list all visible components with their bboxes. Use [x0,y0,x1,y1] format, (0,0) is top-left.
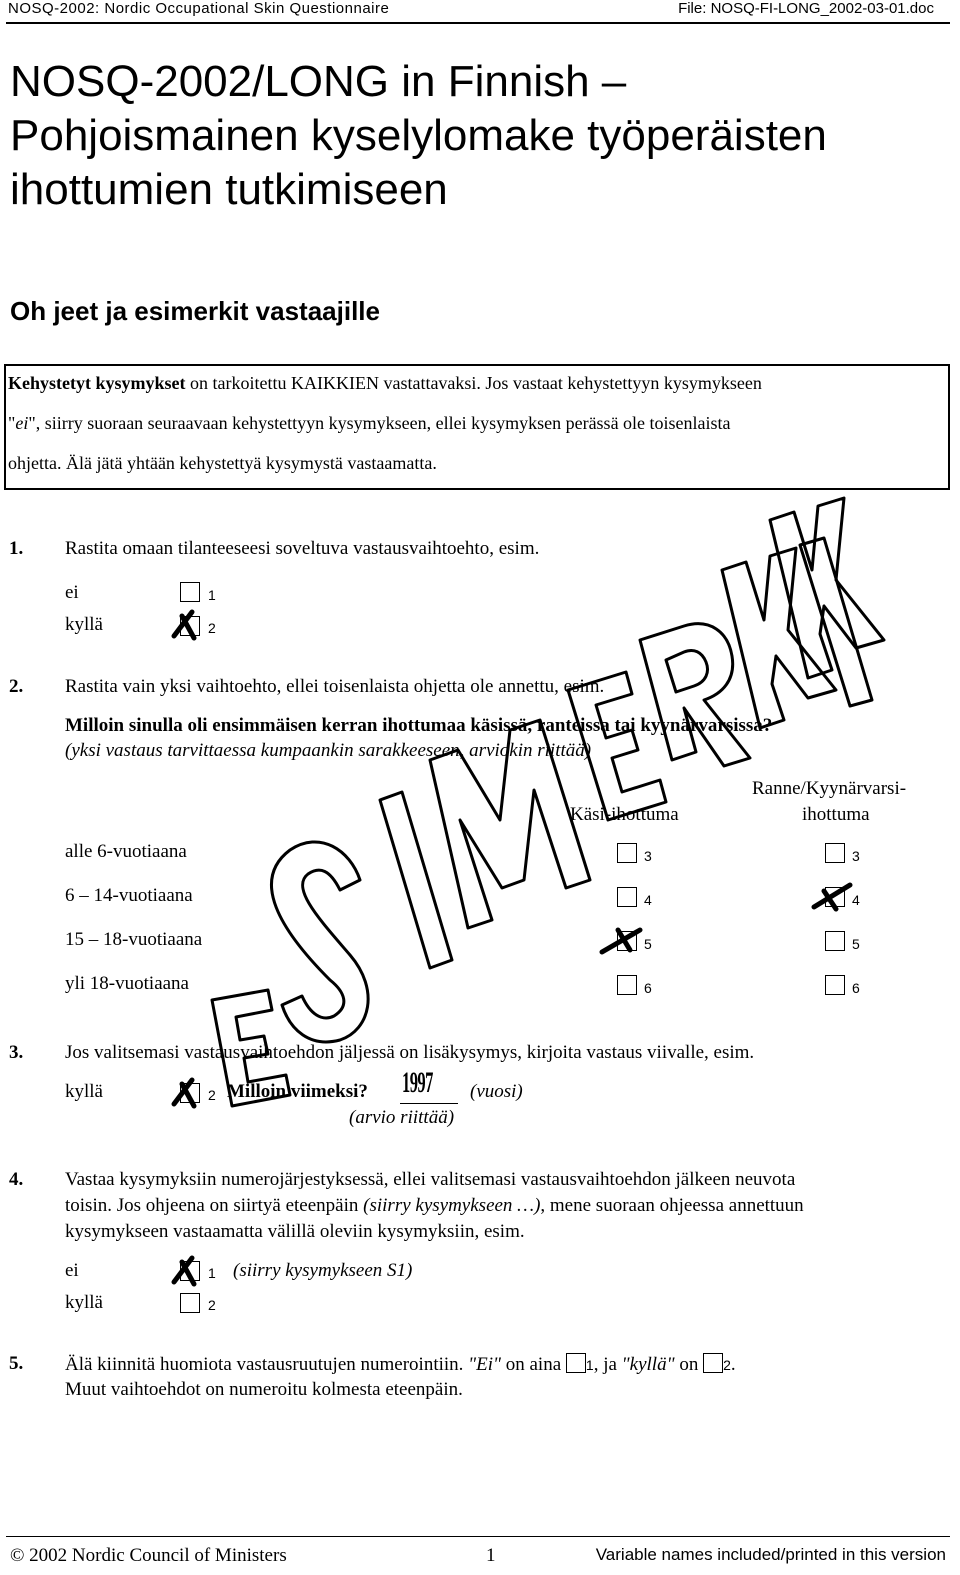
check-mark-icon [170,608,206,642]
item2-row1-col1-checkbox[interactable] [617,843,637,863]
item5-period: . [730,1354,736,1375]
item5-ja: , ja [593,1354,622,1375]
item5-number: 5. [9,1353,24,1374]
watermark-letter-i [800,538,872,706]
check-mark-icon [170,1254,206,1288]
watermark-letter-i [380,792,452,968]
item2-row3-col2-checkbox[interactable] [825,931,845,951]
item2-number: 2. [9,676,24,697]
item5-on: on [674,1354,704,1375]
item2-col2-header-2: ihottuma [802,804,870,825]
check-mark-icon [810,881,854,913]
footer-page-number: 1 [486,1545,496,1566]
item2-row4-col2-code: 6 [852,980,860,996]
item2-row2-col1-checkbox[interactable] [617,887,637,907]
item5-code-1: 1 [585,1357,594,1373]
item5-ei: "Ei" [468,1354,501,1375]
item2-row2-col2-code: 4 [852,892,860,908]
header-doc-title: NOSQ-2002: Nordic Occupational Skin Questionnaire [8,0,390,17]
item4-code-2: 2 [208,1297,216,1313]
item4-line-3: kysymykseen vastaamatta välillä oleviin kysymyksiin, esim. [65,1221,525,1242]
item3-handwritten-answer: 1997 [402,1066,433,1099]
item4-line-2-italic: (siirry kysymykseen …) [363,1195,541,1216]
header-rule [6,22,950,24]
item5-text-a: Älä kiinnitä huomiota vastausruutujen numerointiin. [65,1354,469,1375]
title-line-1: NOSQ-2002/LONG in Finnish – [10,57,627,106]
item5-line-1 [65,1353,736,1376]
notice-line-1 [8,373,762,394]
item2-row4-col1-code: 6 [644,980,652,996]
item1-code-1: 1 [208,587,216,603]
item2-row1-col2-checkbox[interactable] [825,843,845,863]
item3-estimate-note: (arvio riittää) [349,1107,455,1128]
item2-row4-col1-checkbox[interactable] [617,975,637,995]
item2-row2-col1-code: 4 [644,892,652,908]
footer-copyright: © 2002 Nordic Council of Ministers [10,1545,287,1566]
item1-text: Rastita omaan tilanteeseesi soveltuva vastausvaihtoehto, esim. [65,538,540,559]
item4-skip-note: (siirry kysymykseen S1) [233,1260,413,1281]
title-line-2: Pohjoismainen kyselylomake työperäisten [10,111,827,160]
item2-col1-header: Käsi-ihottuma [570,804,679,825]
notice-line-2 [8,413,731,434]
item3-number: 3. [9,1042,24,1063]
item3-option-label: kyllä [65,1081,103,1102]
item2-instruction: (yksi vastaus tarvittaessa kumpaankin sarakkeeseen, arviokin riittää) [65,740,592,761]
item2-row3-col1-code: 5 [644,936,652,952]
item3-code: 2 [208,1087,216,1103]
item4-number: 4. [9,1169,24,1190]
item4-line-2b: , mene suoraan ohjeessa annettuun [540,1195,804,1216]
footer-version-note: Variable names included/printed in this version [595,1545,946,1564]
notice-quote: " [8,413,16,433]
answer-line [400,1103,458,1104]
item3-unit: (vuosi) [470,1081,523,1102]
subtitle: Oh jeet ja esimerkit vastaajille [10,296,380,326]
item2-row3-col2-code: 5 [852,936,860,952]
item1-option-kylla-label: kyllä [65,614,103,635]
item2-text: Rastita vain yksi vaihtoehto, ellei toisenlaista ohjetta ole annettu, esim. [65,676,605,697]
item5-code-2: 2 [723,1357,731,1373]
item2-row1-col1-code: 3 [644,848,652,864]
watermark-letter-k [722,548,836,728]
item2-row-label: alle 6-vuotiaana [65,841,187,862]
item4-line-2a: toisin. Jos ohjeena on siirtyä eteenpäin [65,1195,364,1216]
item2-row4-col2-checkbox[interactable] [825,975,845,995]
item4-line-1: Vastaa kysymyksiin numerojärjestyksessä, ellei valitsemasi vastausvaihtoehdon jälkeen neuvota [65,1169,796,1190]
watermark-letter-k [770,498,884,678]
item4-option-ei-label: ei [65,1260,79,1281]
item2-row1-col2-code: 3 [852,848,860,864]
watermark-letter-s [271,842,368,1042]
item1-checkbox-ei[interactable] [180,582,200,602]
check-mark-icon [170,1076,206,1110]
item5-inline-checkbox-1 [566,1353,586,1373]
title-line-3: ihottumien tutkimiseen [10,165,448,214]
item2-row-label: 15 – 18-vuotiaana [65,929,203,950]
notice-line-2-rest: ", siirry suoraan seuraavaan kehystettyyn kysymykseen, ellei kysymyksen perässä ole toisenlaista [28,413,731,433]
item1-number: 1. [9,538,24,559]
check-mark-icon [598,924,644,958]
item4-code-1: 1 [208,1265,216,1281]
item5-kylla: "kyllä" [621,1354,675,1375]
item2-col2-header-1: Ranne/Kyynärvarsi- [752,778,907,799]
item3-followup: Milloin viimeksi? [227,1081,368,1102]
header-file-name: File: NOSQ-FI-LONG_2002-03-01.doc [678,0,934,17]
item5-line-2: Muut vaihtoehdot on numeroitu kolmesta eteenpäin. [65,1379,463,1400]
item4-checkbox-kylla[interactable] [180,1293,200,1313]
item1-code-2: 2 [208,620,216,636]
item2-row-label: 6 – 14-vuotiaana [65,885,193,906]
item2-row-label: yli 18-vuotiaana [65,973,189,994]
watermark-letter-r [640,624,750,766]
item4-line-2 [65,1195,804,1217]
notice-line-3: ohjetta. Älä jätä yhtään kehystettyä kysymystä vastaamatta. [8,453,437,473]
item1-option-ei-label: ei [65,582,79,603]
footer-rule [6,1536,950,1537]
notice-bold: Kehystetyt kysymykset [8,373,186,393]
item2-question: Milloin sinulla oli ensimmäisen kerran ihottumaa käsissä, ranteissa tai kyynärvarsissa? [65,715,773,736]
notice-ei: ei [15,413,29,433]
item4-option-kylla-label: kyllä [65,1292,103,1313]
item3-text: Jos valitsemasi vastausvaihtoehdon jäljessä on lisäkysymys, kirjoita vastaus viivalle, esim. [65,1042,755,1063]
item5-inline-checkbox-2 [703,1353,723,1373]
notice-line-1-rest: on tarkoitettu KAIKKIEN vastattavaksi. Jos vastaat kehystettyyn kysymykseen [185,373,762,393]
item5-on-aina: on aina [501,1354,566,1375]
